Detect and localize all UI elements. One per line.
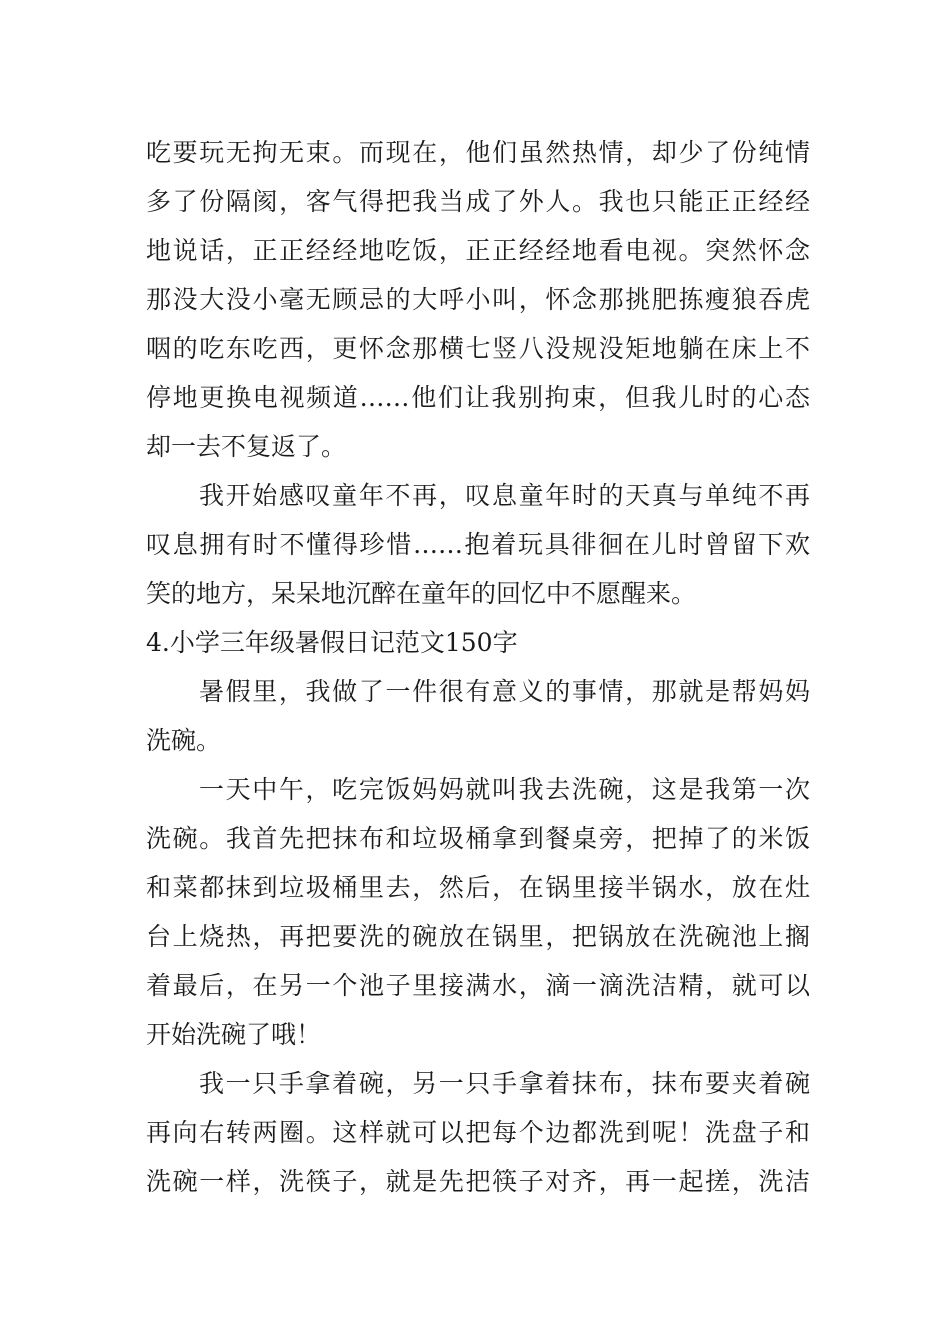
text-line: 开始洗碗了哦！ <box>146 1020 322 1049</box>
text-line: 台上烧热，再把要洗的碗放在锅里，把锅放在洗碗池上搁 <box>146 922 810 951</box>
text-line: 地说话，正正经经地吃饭，正正经经地看电视。突然怀念 <box>146 236 810 265</box>
text-line: 洗碗。 <box>146 726 222 755</box>
text-line: 再向右转两圈。这样就可以把每个边都洗到呢！洗盘子和 <box>146 1118 810 1147</box>
text-line: 和菜都抹到垃圾桶里去，然后，在锅里接半锅水，放在灶 <box>146 873 810 902</box>
text-line: 我开始感叹童年不再，叹息童年时的天真与单纯不再 <box>199 481 810 510</box>
text-line: 咽的吃东吃西，更怀念那横七竖八没规没矩地躺在床上不 <box>146 334 810 363</box>
paragraph <box>146 471 810 618</box>
text-line: 笑的地方，呆呆地沉醉在童年的回忆中不愿醒来。 <box>146 579 697 608</box>
text-line: 那没大没小毫无顾忌的大呼小叫，怀念那挑肥拣瘦狼吞虎 <box>146 285 810 314</box>
paragraph <box>146 1059 810 1206</box>
text-line: 却一去不复返了。 <box>146 432 347 461</box>
text-line: 叹息拥有时不懂得珍惜……抱着玩具徘徊在儿时曾留下欢 <box>146 530 810 559</box>
text-line: 洗碗一样，洗筷子，就是先把筷子对齐，再一起搓，洗洁 <box>146 1167 810 1196</box>
text-line: 洗碗。我首先把抹布和垃圾桶拿到餐桌旁，把掉了的米饭 <box>146 824 810 853</box>
section-heading: 4.小学三年级暑假日记范文150字 <box>146 628 518 657</box>
text-line: 停地更换电视频道……他们让我别拘束，但我儿时的心态 <box>146 383 810 412</box>
text-line: 一天中午，吃完饭妈妈就叫我去洗碗，这是我第一次 <box>199 775 810 804</box>
text-line: 多了份隔阂，客气得把我当成了外人。我也只能正正经经 <box>146 187 810 216</box>
paragraph <box>146 765 810 1059</box>
paragraph-continued <box>146 128 810 471</box>
text-line: 暑假里，我做了一件很有意义的事情，那就是帮妈妈 <box>199 677 810 706</box>
paragraph <box>146 667 810 765</box>
text-line: 我一只手拿着碗，另一只手拿着抹布，抹布要夹着碗 <box>199 1069 810 1098</box>
text-line: 吃要玩无拘无束。而现在，他们虽然热情，却少了份纯情 <box>146 138 810 167</box>
document-body <box>146 128 810 1206</box>
text-line: 着最后，在另一个池子里接满水，滴一滴洗洁精，就可以 <box>146 971 810 1000</box>
